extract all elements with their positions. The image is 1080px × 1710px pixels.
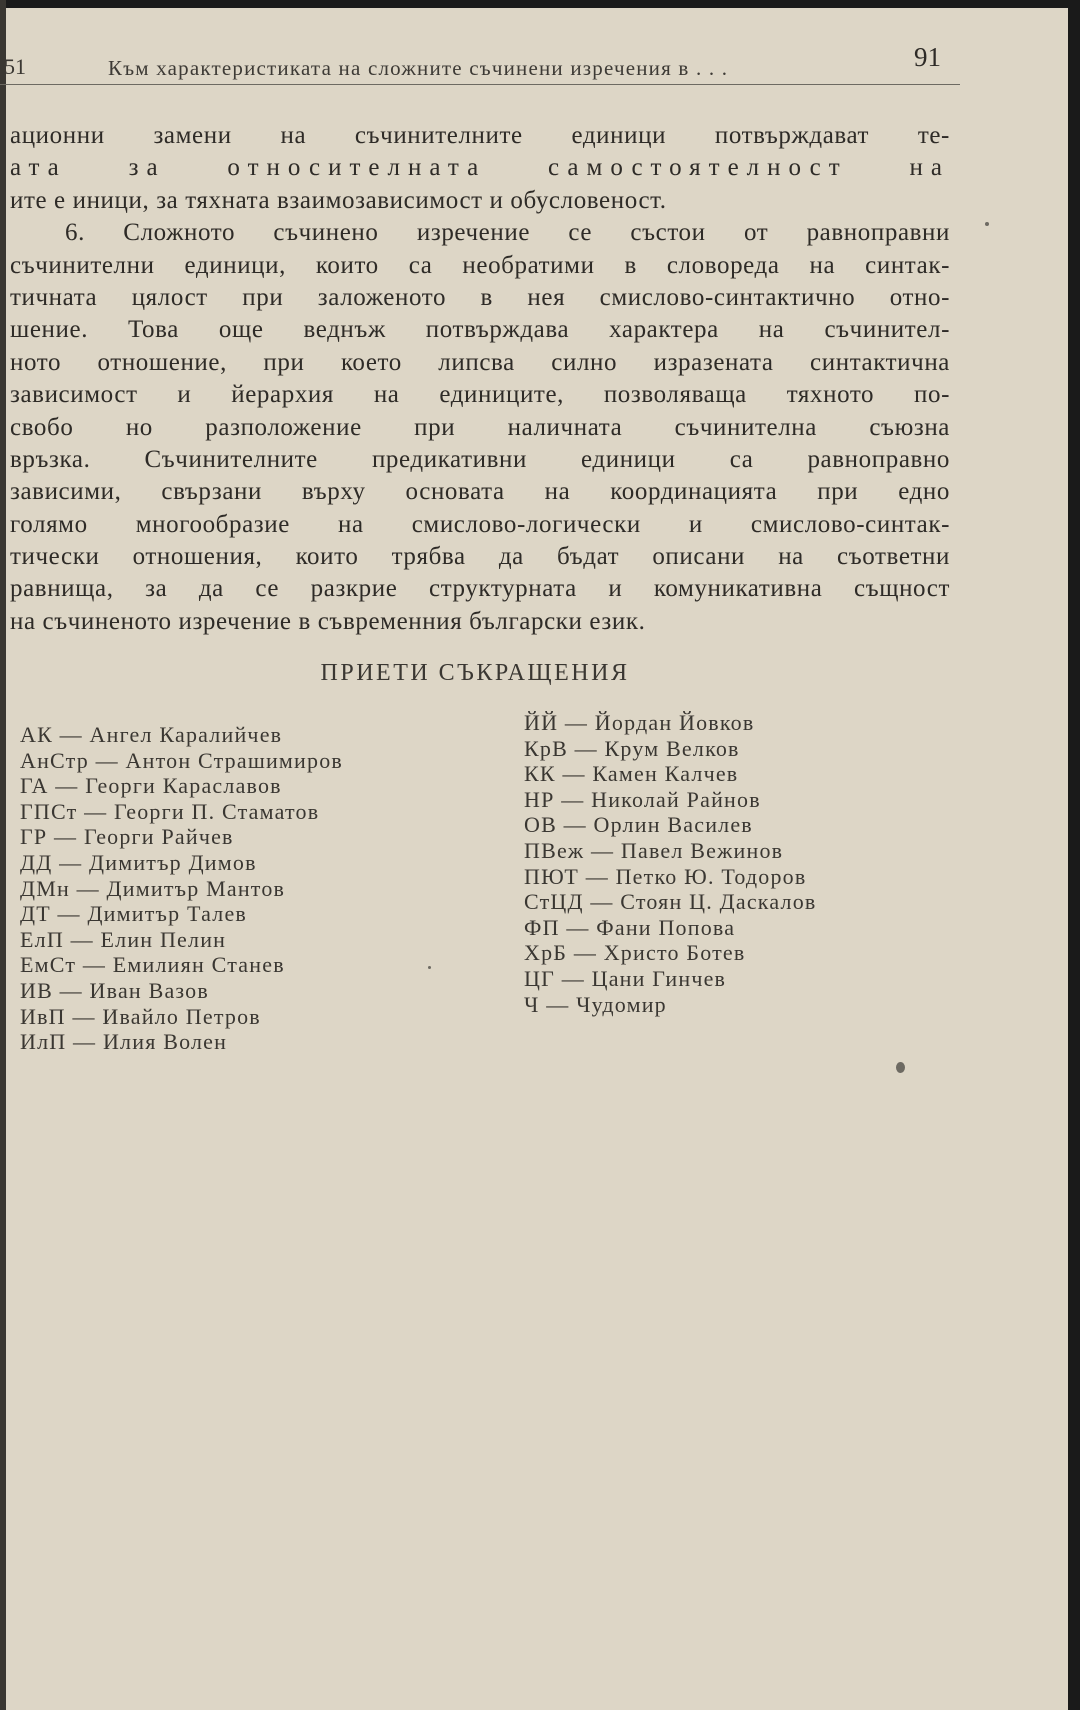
abbreviations-right-column (524, 710, 816, 1017)
body-line: шение. Това още веднъж потвърждава характера на съчинител- (10, 316, 950, 344)
abbreviation-item: КрВ — Крум Велков (524, 735, 740, 761)
abbreviations-left-column (20, 722, 343, 1055)
page-header (0, 40, 960, 85)
abbreviation-item: ДМн — Димитър Мантов (20, 875, 286, 901)
body-line: зависими, свързани върху основата на координацията при едно (10, 478, 950, 506)
page-number: 91 (914, 42, 941, 72)
scan-right-edge (1068, 0, 1080, 1710)
speck-mark (985, 222, 989, 226)
abbreviation-item: АК — Ангел Каралийчев (20, 722, 283, 747)
body-line: голямо многообразие на смислово-логически и смислово-синтак- (10, 510, 950, 538)
abbreviation-item: ЕлП — Елин Пелин (20, 926, 227, 952)
facing-page-number: 51 (4, 54, 26, 79)
abbreviation-item: ЙЙ — Йордан Йовков (524, 710, 755, 735)
abbreviation-item: ЦГ — Цани Гинчев (524, 965, 727, 991)
body-line: равнища, за да се разкрие структурната и комуникативна същност (10, 575, 950, 603)
body-line: свобо но разположение при наличната съчинителна съюзна (10, 413, 950, 441)
speck-mark (428, 966, 431, 969)
body-line: връзка. Съчинителните предикативни единици са равноправно (10, 445, 950, 473)
body-text (10, 120, 950, 638)
abbreviation-item: СтЦД — Стоян Ц. Даскалов (524, 889, 817, 915)
abbreviation-item: ИлП — Илия Волен (20, 1029, 228, 1055)
abbreviation-item: ГПСт — Георги П. Стаматов (20, 798, 320, 824)
abbreviations-heading: ПРИЕТИ СЪКРАЩЕНИЯ (320, 660, 630, 686)
abbreviation-item: ПЮТ — Петко Ю. Тодоров (524, 863, 807, 889)
running-title: Към характеристиката на сложните съчинени изречения в . . . (108, 56, 729, 80)
abbreviation-item: АнСтр — Антон Страшимиров (20, 747, 344, 773)
abbreviation-item: ФП — Фани Попова (524, 914, 736, 940)
body-line: зависимост и йерархия на единиците, позволяваща тяхното по- (10, 381, 950, 409)
body-line: 6. Сложното съчинено изречение се състои от равноправни (65, 219, 950, 247)
scan-left-edge (0, 0, 6, 1710)
scan-top-edge (0, 0, 1080, 8)
abbreviation-item: НР — Николай Райнов (524, 786, 761, 812)
body-line: тичната цялост при заложеното в нея смислово-синтактично отно- (10, 283, 950, 311)
abbreviation-item: ДД — Димитър Димов (20, 849, 257, 875)
speck-mark (896, 1062, 905, 1073)
body-line: на съчиненото изречение в съвременния български език. (10, 607, 646, 635)
abbreviation-item: ИвП — Ивайло Петров (20, 1003, 261, 1029)
abbreviation-item: ИВ — Иван Вазов (20, 977, 209, 1003)
abbreviation-item: КК — Камен Калчев (524, 761, 739, 787)
body-line: тически отношения, които трябва да бъдат описани на съответни (10, 543, 950, 571)
body-line: ата за относителната самостоятелност на (10, 154, 950, 182)
abbreviation-item: ГА — Георги Караславов (20, 773, 282, 799)
body-line: ите е иници, за тяхната взаимозависимост и обусловеност. (10, 186, 667, 214)
body-line: ационни замени на съчинителните единици потвърждават те- (10, 122, 950, 149)
abbreviation-item: ХрБ — Христо Ботев (524, 940, 746, 966)
abbreviation-item: Ч — Чудомир (524, 991, 667, 1017)
body-line: ното отношение, при което липсва силно изразената синтактична (10, 348, 950, 376)
abbreviation-item: ЕмСт — Емилиян Станев (20, 952, 285, 978)
abbreviation-item: ДТ — Димитър Талев (20, 901, 247, 927)
abbreviation-item: ОВ — Орлин Василев (524, 812, 753, 838)
body-line: съчинителни единици, които са необратими в словореда на синтак- (10, 251, 950, 279)
abbreviation-item: ГР — Георги Райчев (20, 824, 234, 850)
abbreviation-item: ПВеж — Павел Вежинов (524, 837, 784, 863)
